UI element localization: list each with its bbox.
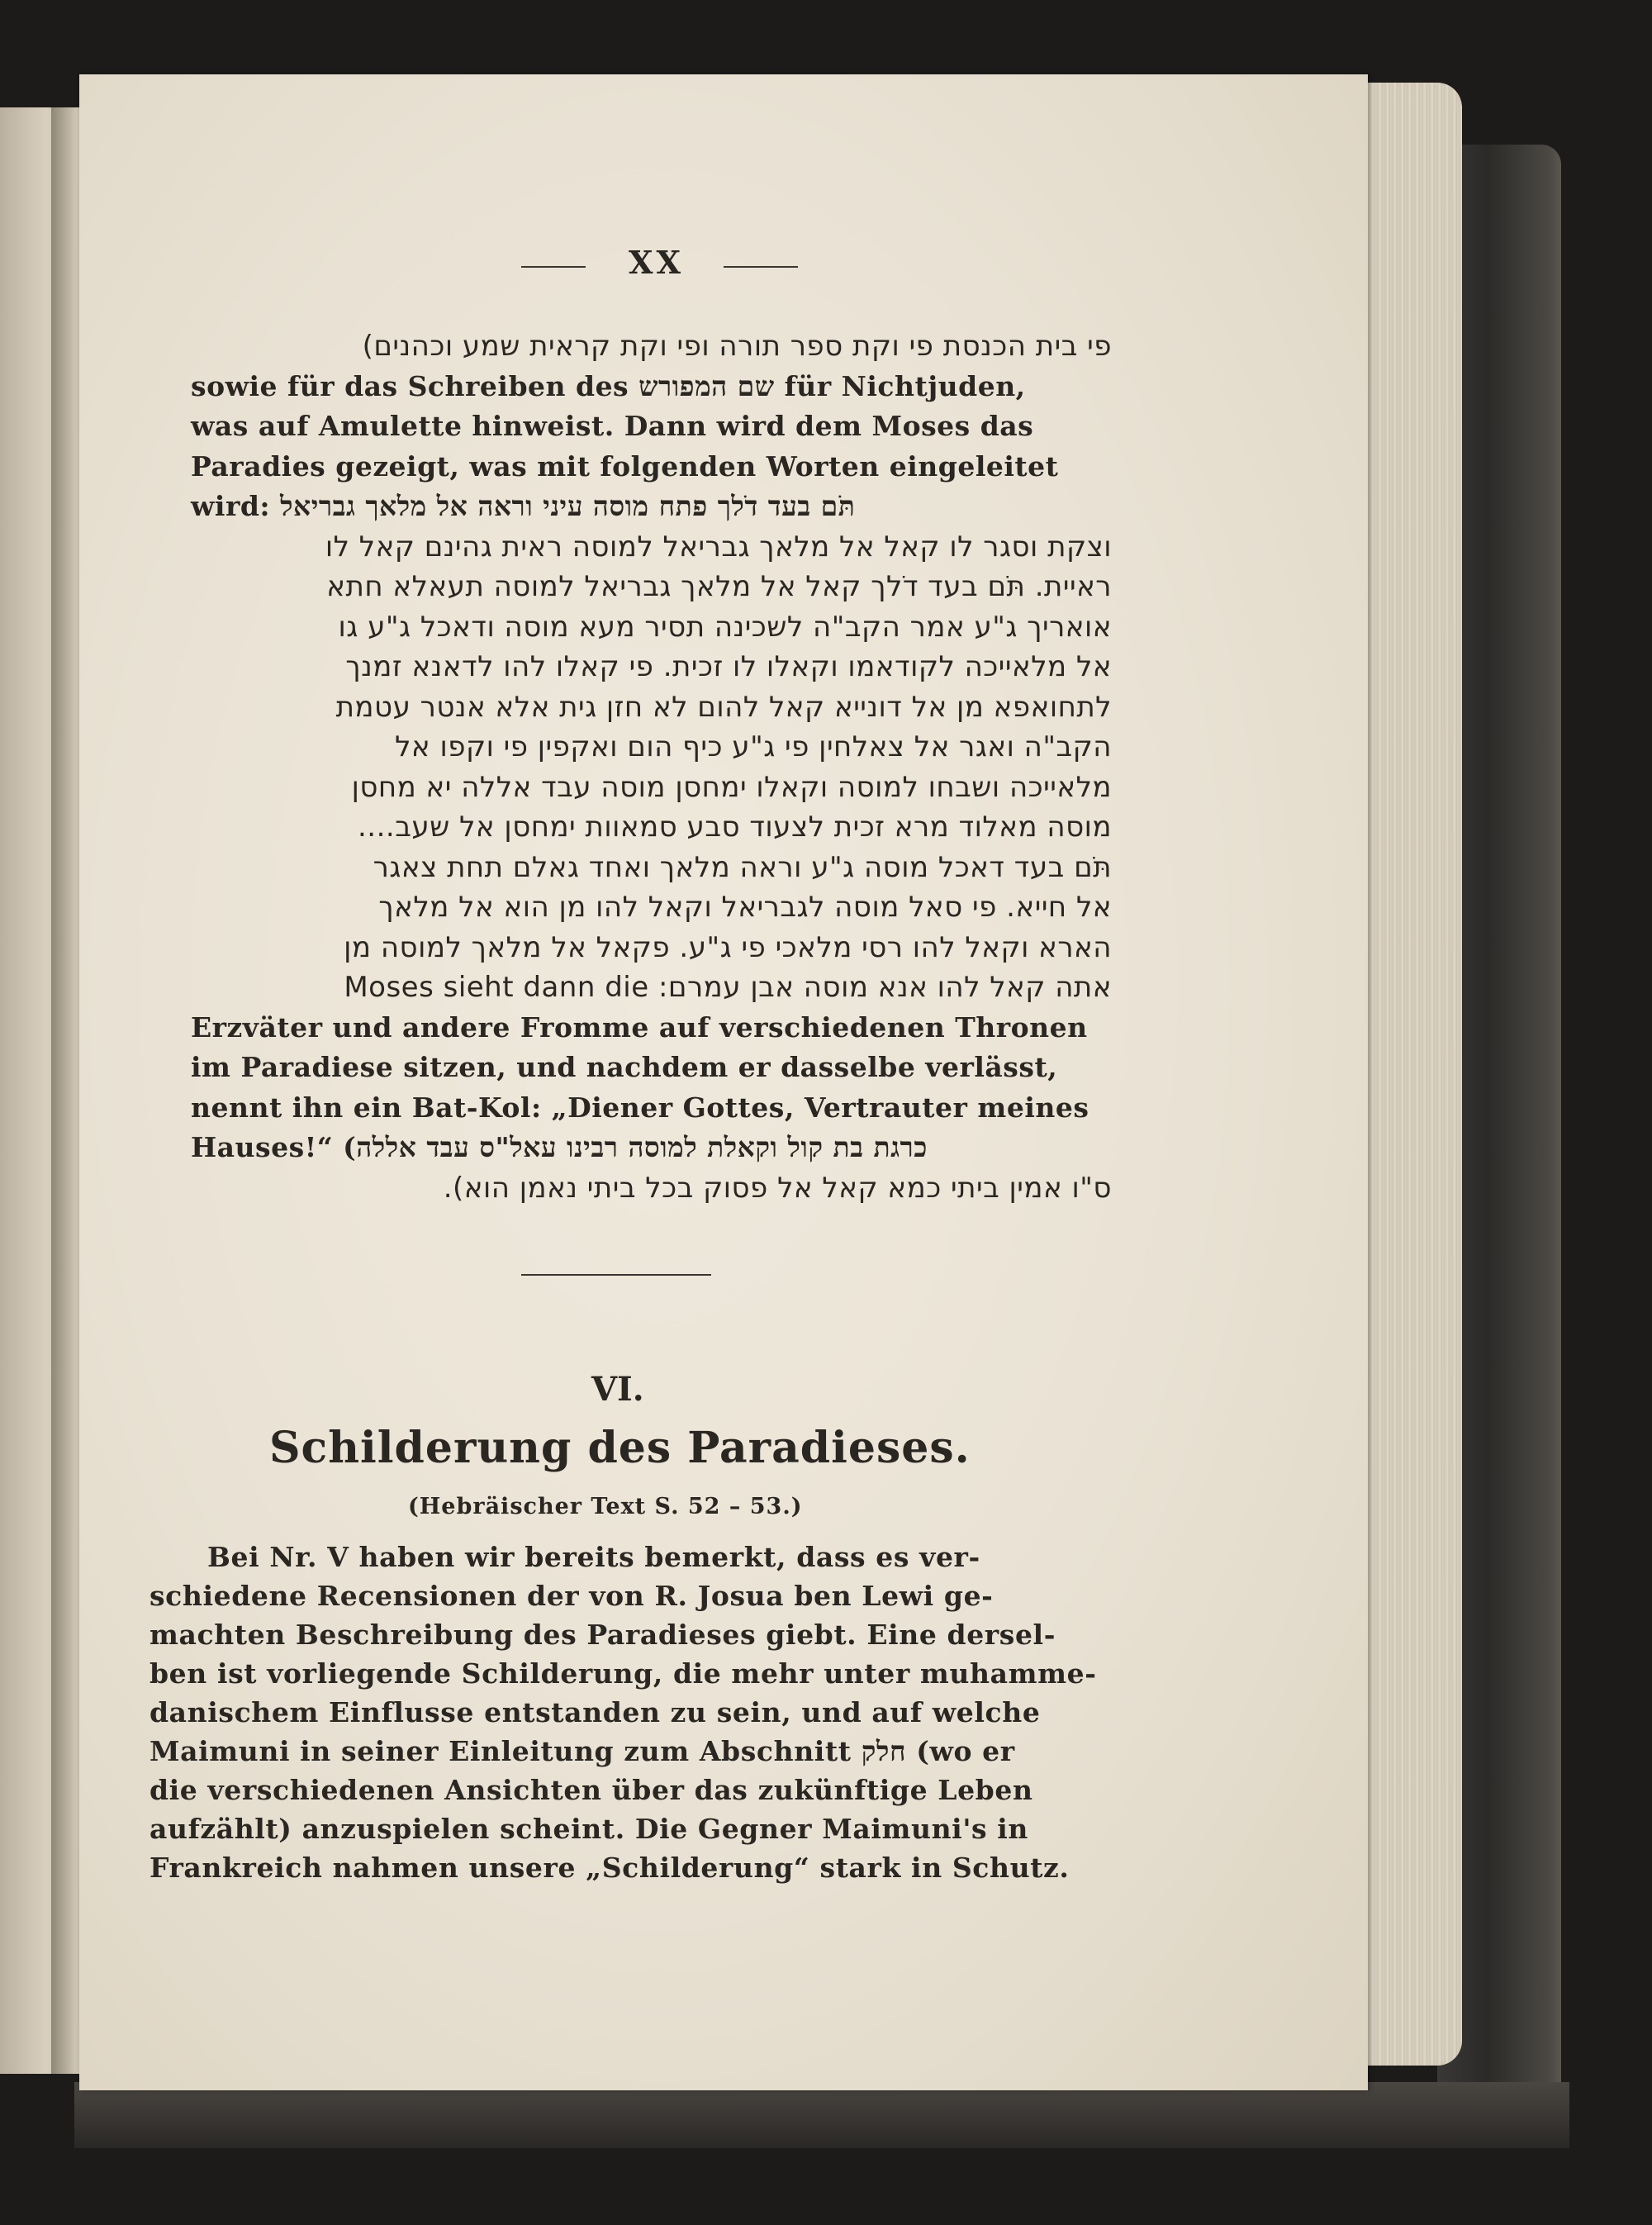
- body-line: aufzählt) anzuspielen scheint. Die Gegner Maimuni's in: [150, 1813, 1029, 1845]
- book-binding: [74, 2082, 1569, 2148]
- text-line: ראיית. תֹּם בעד דֹלך קאל אל מלאך גבריאל למוסה תעאלא חתא: [326, 570, 1112, 603]
- section-title: Schilderung des Paradieses.: [269, 1423, 971, 1473]
- text-line: אואריך ג"ע אמר הקב"ה לשכינה תסיר מעא מוסה ודאכל ג"ע גו: [338, 610, 1112, 644]
- text-line: Erzväter und andere Fromme auf verschiedenen Thronen: [191, 1010, 1088, 1044]
- text-line: וצקת וסגר לו קאל אל מלאך גבריאל למוסה ראית גהינם קאל לו: [325, 530, 1112, 563]
- text-line: אתה קאל להו אנא מוסה אבן עמרם: Moses sieht dann die: [344, 971, 1112, 1004]
- text-line: Paradies gezeigt, was mit folgenden Worten eingeleitet: [191, 449, 1059, 483]
- body-line: schiedene Recensionen der von R. Josua ben Lewi ge-: [150, 1580, 994, 1612]
- text-line: im Paradiese sitzen, und nachdem er dasselbe verlässt,: [191, 1051, 1058, 1083]
- text-line: הארא וקאל להו רסי מלאכי פי ג"ע. פקאל אל מלאך למוסה מן: [344, 930, 1112, 964]
- body-line: Maimuni in seiner Einleitung zum Abschnitt חלק (wo er: [150, 1735, 1015, 1767]
- body-line: die verschiedenen Ansichten über das zukünftige Leben: [150, 1774, 1033, 1806]
- text-line: תֹּם בעד דאכל מוסה ג"ע וראה מלאך ואחד גאלם תחת צאגר: [373, 850, 1112, 884]
- body-line: Bei Nr. V haben wir bereits bemerkt, dass es ver-: [207, 1541, 980, 1573]
- text-line: Hauses!“ (כרגת בת קול וקאלת למוסה רבינו עאל"ס עבד אללה: [191, 1131, 928, 1163]
- text-line: פי בית הכנסת פי וקת ספר תורה ופי וקת קראית שמע וכהנים): [362, 330, 1112, 363]
- header-rule-right: [724, 266, 798, 268]
- section-source-note: (Hebräischer Text S. 52 – 53.): [408, 1494, 803, 1519]
- text-line: מלאייכה ושבחו למוסה וקאלו ימחסן מוסה עבד אללה יא מחסן: [351, 770, 1112, 804]
- page-number: XX: [629, 244, 684, 281]
- section-numeral: VI.: [591, 1370, 644, 1409]
- text-line: אל מלאייכה לקודאמו וקאלו לו זכית. פי קאלו להו לדאנא זמנך: [345, 650, 1112, 683]
- text-line: was auf Amulette hinweist. Dann wird dem Moses das: [191, 410, 1034, 442]
- text-line: מוסה מאלוד מרא זכית לצעוד סבע סמאוות ימחסן אל שעב....: [358, 811, 1112, 844]
- section-divider: [521, 1274, 711, 1276]
- body-line: ben ist vorliegende Schilderung, die mehr unter muhamme-: [150, 1657, 1097, 1690]
- header-rule-left: [521, 266, 586, 268]
- text-line: nennt ihn ein Bat-Kol: „Diener Gottes, Vertrauter meines: [191, 1091, 1089, 1124]
- body-line: danischem Einflusse entstanden zu sein, und auf welche: [150, 1696, 1041, 1728]
- text-line: אל חייא. פי סאל מוסה לגבריאל וקאל להו מן הוא אל מלאך: [378, 891, 1112, 924]
- text-line: הקב"ה ואגר אל צאלחין פי ג"ע כיף הום ואקפין פי וקפו אל: [395, 730, 1112, 763]
- text-line: ס"ו אמין ביתי כמא קאל אל פסוק בכל ביתי נאמן הוא).: [443, 1171, 1112, 1205]
- right-page: [79, 74, 1368, 2090]
- body-line: Frankreich nahmen unsere „Schilderung“ stark in Schutz.: [150, 1852, 1070, 1884]
- text-line: wird: תֹּם בעד דֹלך פתח מוסה עיני וראה אל מלאך גבריאל: [191, 490, 856, 522]
- text-line: לתחואפא מן אל דונייא קאל להום לא חזן גית אלא אנטר עטמת: [335, 690, 1112, 724]
- text-line: sowie für das Schreiben des שם המפורש für Nichtjuden,: [191, 369, 1026, 402]
- body-line: machten Beschreibung des Paradieses giebt. Eine dersel-: [150, 1619, 1056, 1651]
